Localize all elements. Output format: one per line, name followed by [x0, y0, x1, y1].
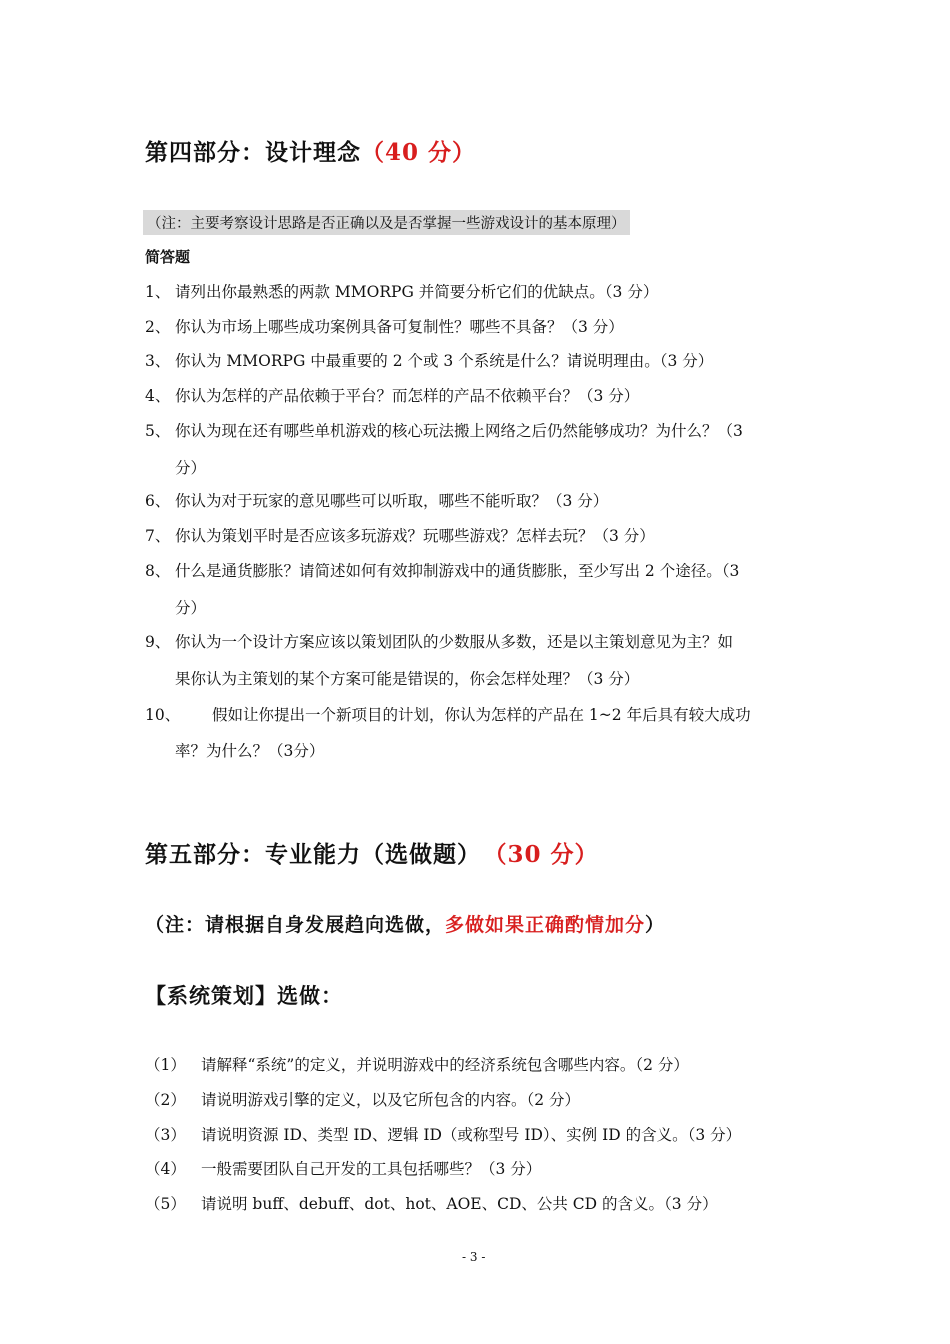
question-10-cont: 率？为什么？（3分）	[175, 742, 325, 760]
part5-score: （30 分）	[495, 841, 599, 868]
question-9: 9、 你认为一个设计方案应该以策划团队的少数服从多数，还是以主策划意见为主？如	[145, 633, 734, 651]
question-7: 7、 你认为策划平时是否应该多玩游戏？玩哪些游戏？怎样去玩？（3 分）	[145, 527, 655, 545]
bonus-note: 多做如果正确酌情加分	[445, 914, 646, 936]
system-question-2: （2） 请说明游戏引擎的定义，以及它所包含的内容。（2 分）	[145, 1091, 581, 1109]
part4-note: （注：主要考察设计思路是否正确以及是否掌握一些游戏设计的基本原理）	[143, 210, 630, 235]
question-8-cont: 分）	[175, 599, 207, 617]
question-8: 8、 什么是通货膨胀？请简述如何有效抑制游戏中的通货膨胀，至少写出 2 个途径。（3	[145, 562, 740, 580]
part4-heading	[145, 134, 476, 167]
question-5-cont: 分）	[175, 459, 207, 477]
question-6: 6、 你认为对于玩家的意见哪些可以听取，哪些不能听取？（3 分）	[145, 492, 609, 510]
part5-title: 第五部分：专业能力（选做题）	[145, 841, 481, 868]
system-question-3: （3） 请说明资源 ID、类型 ID、逻辑 ID（或称型号 ID）、实例 ID 的含义。（3 分）	[145, 1126, 742, 1144]
question-4: 4、 你认为怎样的产品依赖于平台？而怎样的产品不依赖平台？（3 分）	[145, 387, 640, 405]
question-1: 1、 请列出你最熟悉的两款 MMORPG 并简要分析它们的优缺点。（3 分）	[145, 283, 659, 301]
question-2: 2、 你认为市场上哪些成功案例具备可复制性？哪些不具备？（3 分）	[145, 318, 624, 336]
part5-heading	[145, 836, 599, 869]
part4-score: （40 分）	[361, 139, 477, 166]
part4-subheading: 简答题	[145, 248, 191, 266]
system-question-4: （4） 一般需要团队自己开发的工具包括哪些？（3 分）	[145, 1160, 542, 1178]
part5-note: （注：请根据自身发展趋向选做，多做如果正确酌情加分）	[145, 914, 666, 936]
page-number: - 3 -	[462, 1250, 486, 1264]
system-question-5: （5） 请说明 buff、debuff、dot、hot、AOE、CD、公共 CD 的含义。（3 分）	[145, 1195, 718, 1213]
question-5: 5、 你认为现在还有哪些单机游戏的核心玩法搬上网络之后仍然能够成功？为什么？（3	[145, 422, 743, 440]
system-design-heading: 【系统策划】选做：	[145, 983, 343, 1008]
question-3: 3、 你认为 MMORPG 中最重要的 2 个或 3 个系统是什么？请说明理由。（3 分）	[145, 352, 714, 370]
question-10: 10、 假如让你提出一个新项目的计划，你认为怎样的产品在 1~2 年后具有较大成功	[145, 706, 751, 724]
part4-title: 第四部分：设计理念	[145, 139, 361, 166]
system-question-1: （1） 请解释“系统”的定义，并说明游戏中的经济系统包含哪些内容。（2 分）	[145, 1056, 689, 1074]
question-9-cont: 果你认为主策划的某个方案可能是错误的，你会怎样处理？（3 分）	[175, 670, 640, 688]
